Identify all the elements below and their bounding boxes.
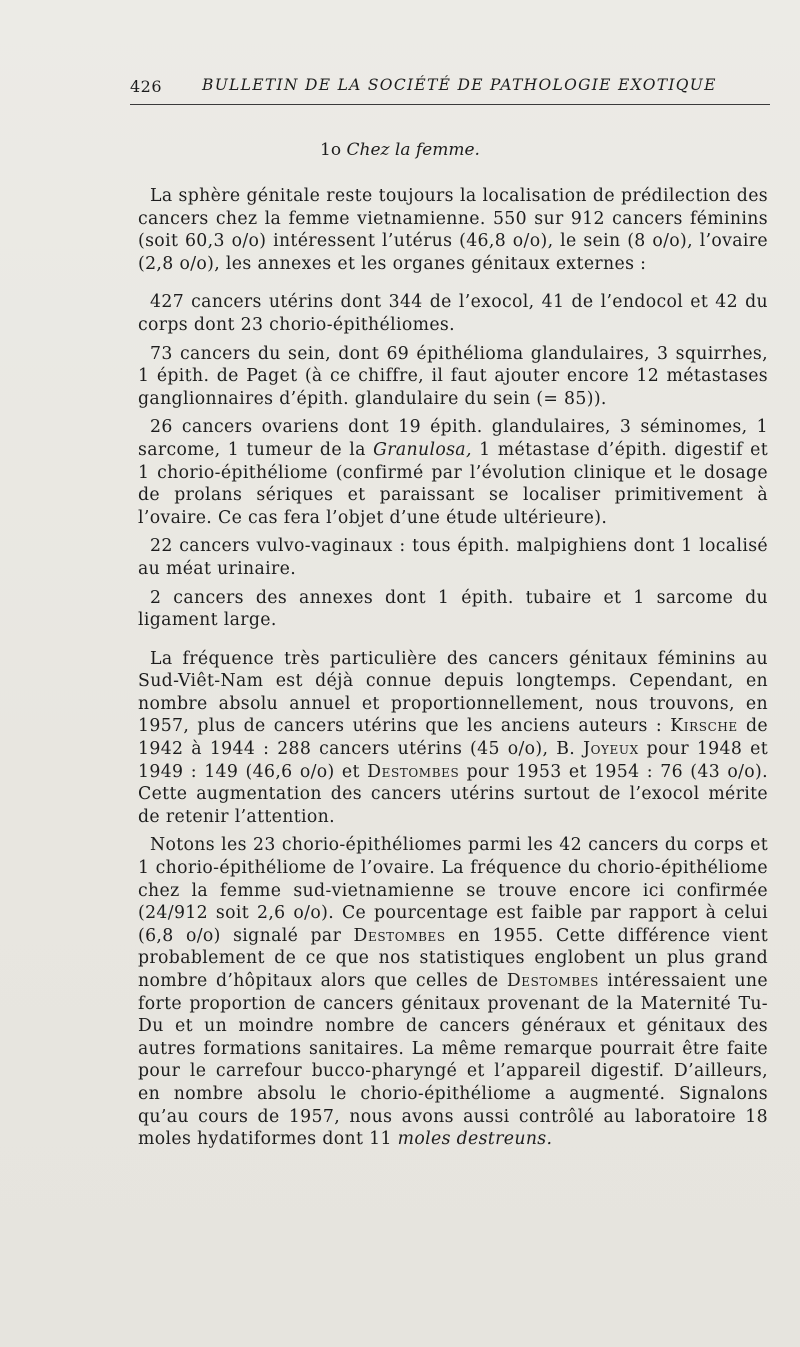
article-body: [138, 185, 768, 1151]
text-run: pour 1948 et 1949 : 149 (46,6 o/o) et: [138, 739, 768, 782]
author-kirsche: Kirsche: [670, 716, 738, 737]
text-run: pour 1953 et 1954 : 76 (43 o/o). Cette augmentation des cancers utérins surtout de l’exocol mérite de retenir l’attention.: [138, 761, 768, 827]
page-number: 426: [130, 77, 163, 96]
author-destombes: Destombes: [353, 925, 446, 946]
text-run: en 1955. Cette différence vient probablement de ce que nos statistiques englobent un plus grand nombre d’hôpitaux alors que celles de: [138, 925, 768, 991]
section-heading: [0, 140, 800, 160]
paragraph-vulvo-vaginal: 22 cancers vulvo-vaginaux : tous épith. malpighiens dont 1 localisé au méat urinaire.: [138, 536, 768, 579]
paragraph-chorio: [138, 834, 768, 1150]
author-joyeux: Joyeux: [583, 739, 639, 760]
section-title: Chez la femme.: [346, 140, 480, 160]
author-destombes: Destombes: [506, 971, 599, 991]
header-rule: [130, 104, 770, 105]
paragraph-intro: La sphère génitale reste toujours la localisation de prédilection des cancers chez la femme vietnamienne. 550 sur 912 cancers féminins (soit 60,3 o/o) intéressent l’utérus (46,8 o/o), le sein (8 o/o), l’ovaire (2,8 o/o), les annexes et les organes génitaux externes :: [138, 186, 768, 274]
paragraph-frequency: [138, 648, 768, 829]
paragraph-uterine: 427 cancers utérins dont 344 de l’exocol, 41 de l’endocol et 42 du corps dont 23 chorio-épithéliomes.: [138, 292, 768, 335]
text-run: Notons les 23 chorio-épithéliomes parmi les 42 cancers du corps et 1 chorio-épithéliome de l’ovaire. La fréquence du chorio-épithéliome chez la femme sud-vietnamienne se trouve encore ici confirmée (24/912 soit 2,6 o/o). Ce pourcentage est faible par rapport à celui (6,8 o/o) signalé par: [138, 835, 768, 946]
page-header: [130, 74, 770, 104]
moles-destreuns-term: moles destreuns.: [397, 1129, 553, 1150]
paragraph-ovarian: [138, 416, 768, 529]
text-run: de 1942 à 1944 : 288 cancers utérins (45 o/o), B.: [138, 716, 768, 760]
text-run: La fréquence très particulière des cancers génitaux féminins au Sud-Viêt-Nam est déjà connue depuis longtemps. Cependant, en nombre absolu annuel et proportionnellement, nous trouvons, en 1957, plus de cancers utérins que les anciens auteurs :: [138, 648, 768, 737]
paragraph-breast: 73 cancers du sein, dont 69 épithélioma glandulaires, 3 squirrhes, 1 épith. de Paget (à ce chiffre, il faut ajouter encore 12 métastases ganglionnaires d’épith. glandulaire du sein (= 85)).: [138, 343, 768, 409]
author-destombes: Destombes: [367, 761, 460, 782]
text-run: 26 cancers ovariens dont 19 épith. glandulaires, 3 séminomes, 1 sarcome, 1 tumeur de la: [138, 417, 768, 460]
section-number: 1o: [320, 140, 342, 160]
granulosa-term: Granulosa,: [373, 439, 472, 460]
paragraph-annexes: 2 cancers des annexes dont 1 épith. tubaire et 1 sarcome du ligament large.: [138, 587, 768, 631]
text-run: 1 métastase d’épith. digestif et 1 chorio-épithéliome (confirmé par l’évolution clinique et le dosage de prolans sériques et paraissant se localiser primitivement à l’ovaire. Ce cas fera l’objet d’une étude ultérieure).: [138, 439, 769, 528]
running-title: BULLETIN DE LA SOCIÉTÉ DE PATHOLOGIE EXOTIQUE: [202, 76, 717, 94]
text-run: intéressaient une forte proportion de cancers génitaux provenant de la Maternité Tu-Du et un moindre nombre de cancers généraux et génitaux des autres formations sanitaires. La même remarque pourrait être faite pour le carrefour bucco-pharyngé et l’appareil digestif. D’ailleurs, en nombre absolu le chorio-épithéliome a augmenté. Signalons qu’au cours de 1957, nous avons aussi contrôlé au laboratoire 18 moles hydatiformes dont 11: [138, 971, 768, 1150]
